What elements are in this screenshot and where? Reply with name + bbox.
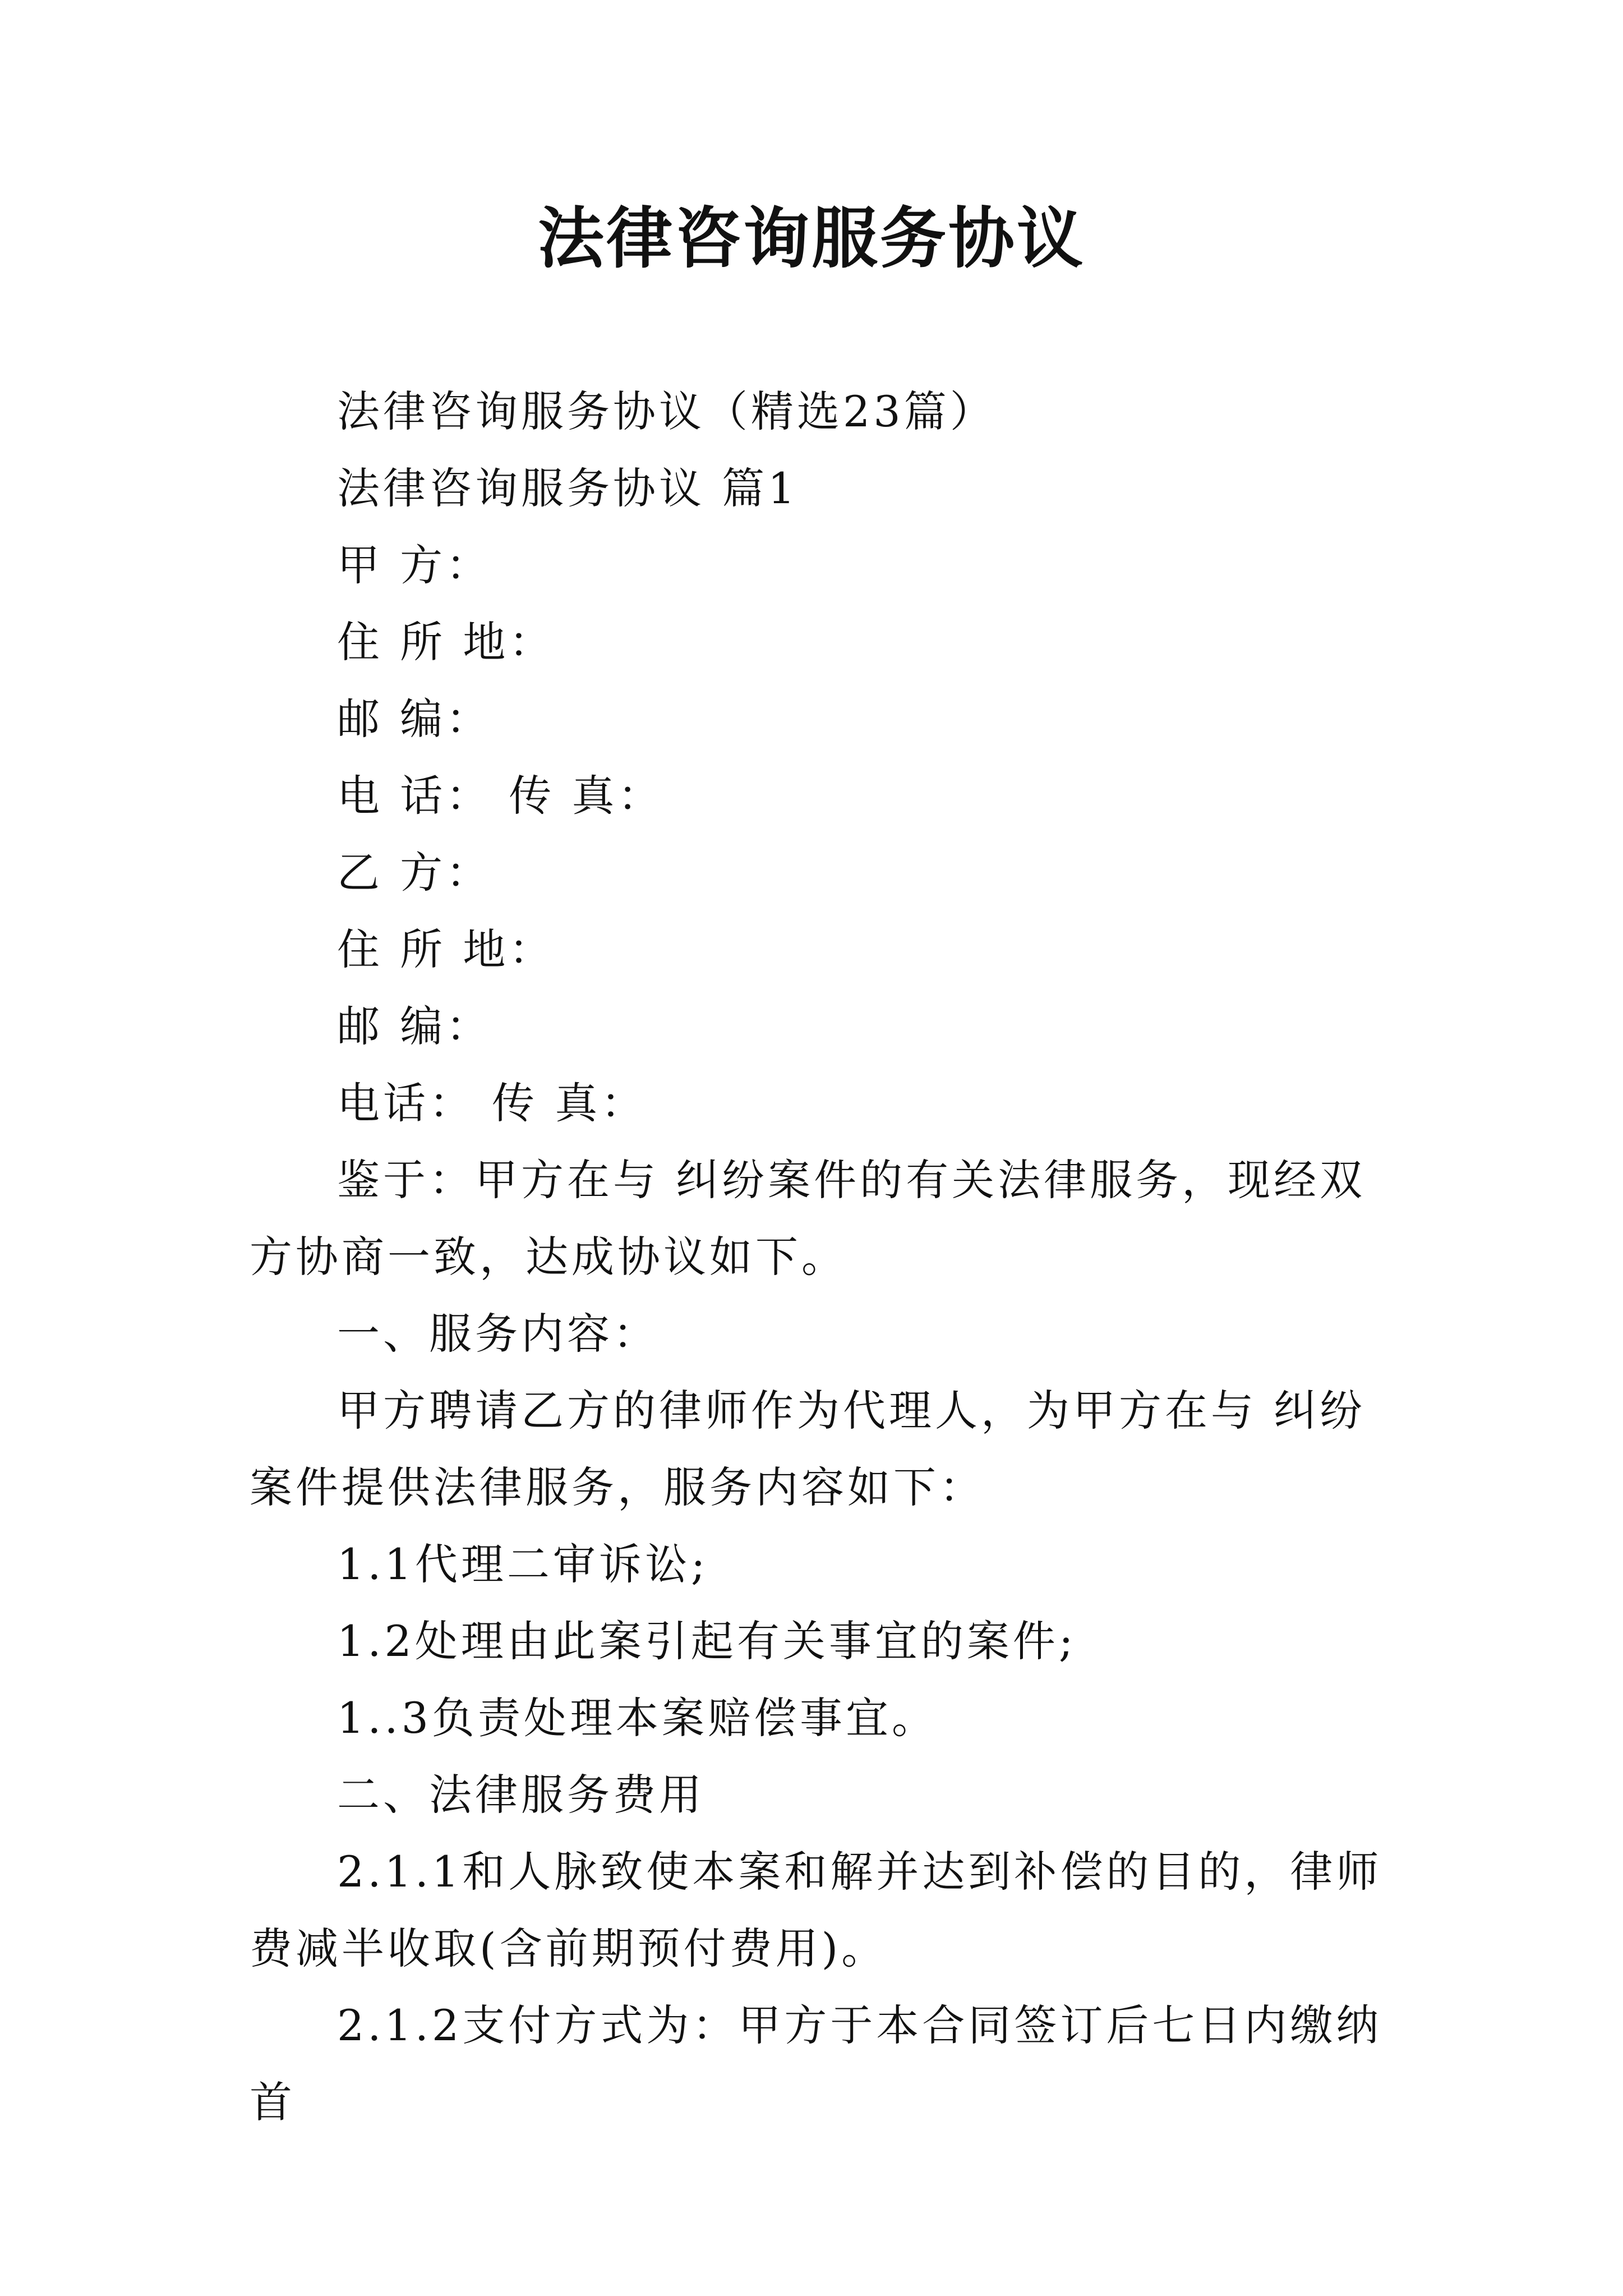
document-title: 法律咨询服务协议 bbox=[537, 199, 1085, 277]
party-b-postcode-label: 邮 编： bbox=[337, 1001, 492, 1051]
clause-2-1-1: 2.1.1和人脉致使本案和解并达到补偿的目的，律师费减半收取(含前期预付费用)。 bbox=[250, 1847, 1382, 1973]
paragraph-service-description: 甲方聘请乙方的律师作为代理人，为甲方在与 纠纷案件提供法律服务，服务内容如下： bbox=[250, 1386, 1366, 1512]
paragraph-subtitle: 法律咨询服务协议（精选23篇） bbox=[337, 386, 996, 436]
party-b-label: 乙 方： bbox=[337, 848, 492, 898]
clause-2-1-2: 2.1.2支付方式为：甲方于本合同签订后七日内缴纳首 bbox=[250, 2000, 1382, 2127]
clause-1-2: 1.2处理由此案引起有关事宜的案件; bbox=[337, 1616, 1077, 1666]
party-a-address-label: 住 所 地： bbox=[337, 617, 555, 667]
clause-1-1: 1.1代理二审诉讼; bbox=[337, 1539, 709, 1589]
section-service-content-heading: 一、服务内容： bbox=[337, 1309, 659, 1359]
party-a-label: 甲 方： bbox=[337, 540, 492, 590]
section-fees-heading: 二、法律服务费用 bbox=[337, 1770, 705, 1820]
party-a-phone-fax-label: 电 话： 传 真： bbox=[337, 771, 664, 821]
paragraph-section-heading: 法律咨询服务协议 篇1 bbox=[337, 463, 799, 513]
party-a-postcode-label: 邮 编： bbox=[337, 694, 492, 744]
party-b-address-label: 住 所 地： bbox=[337, 924, 555, 974]
party-b-phone-fax-label: 电话： 传 真： bbox=[337, 1078, 647, 1128]
clause-1-3: 1..3负责处理本案赔偿事宜。 bbox=[337, 1693, 938, 1743]
document-body bbox=[250, 373, 1396, 2141]
paragraph-recital: 鉴于：甲方在与 纠纷案件的有关法律服务，现经双方协商一致，达成协议如下。 bbox=[250, 1155, 1366, 1282]
